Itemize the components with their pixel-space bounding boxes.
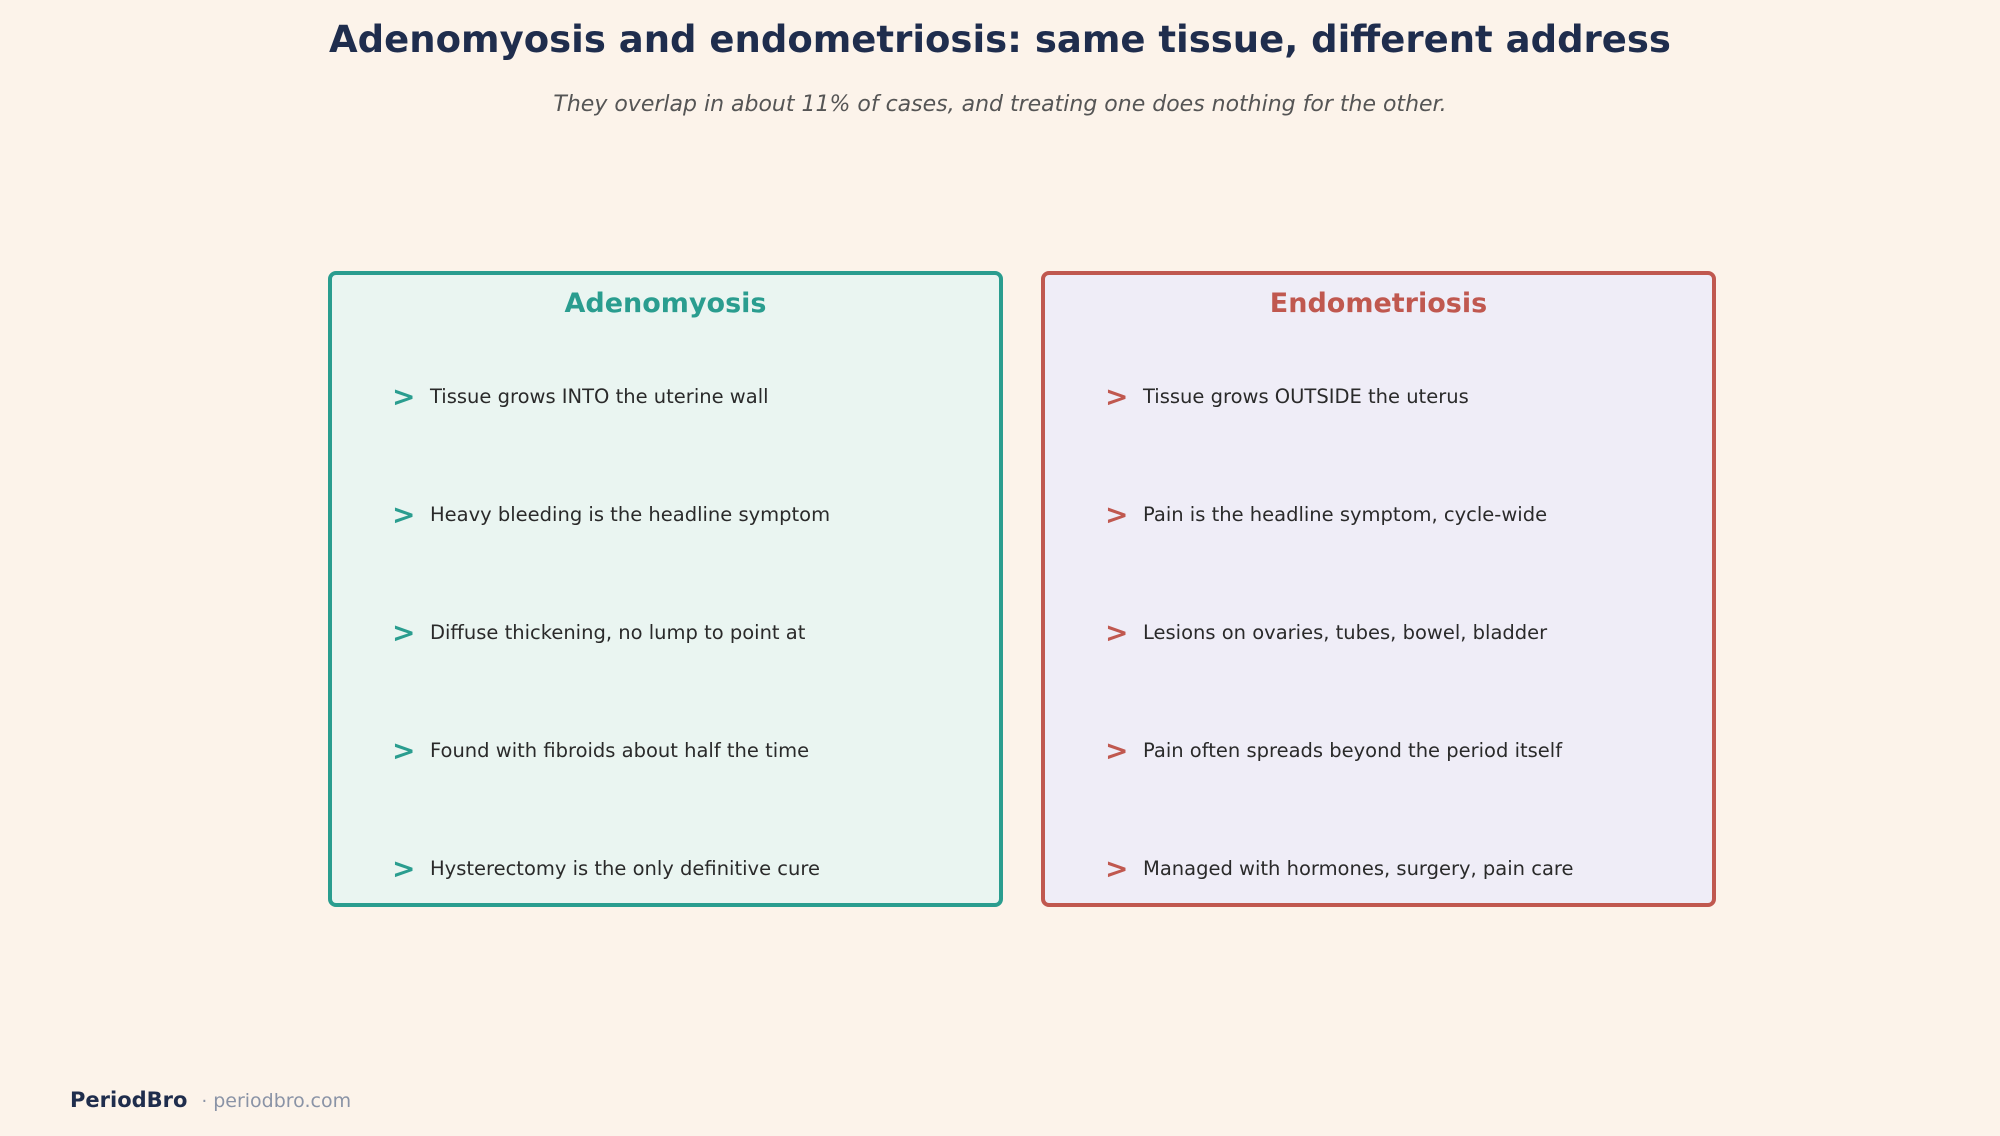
chevron-right-icon: > [1105,852,1129,885]
chevron-right-icon: > [392,380,416,413]
endometriosis-item [1105,736,1562,766]
brand-name: PeriodBro [70,1088,188,1112]
adenomyosis-item [392,618,805,648]
page-subtitle: They overlap in about 11% of cases, and treating one does nothing for the other. [553,92,1447,117]
chevron-right-icon: > [392,852,416,885]
chevron-right-icon: > [1105,498,1129,531]
adenomyosis-item [392,736,809,766]
page-title: Adenomyosis and endometriosis: same tissue, different address [329,18,1671,61]
endometriosis-item [1105,618,1547,648]
footer-site-link[interactable]: periodbro.com [213,1090,352,1112]
chevron-right-icon: > [392,498,416,531]
endometriosis-panel [1041,271,1716,907]
endometriosis-item-text: Lesions on ovaries, tubes, bowel, bladder [1143,621,1548,644]
endometriosis-item [1105,382,1469,412]
adenomyosis-item-text: Diffuse thickening, no lump to point at [430,621,806,644]
endometriosis-item [1105,500,1547,530]
adenomyosis-item [392,500,830,530]
endometriosis-panel-title: Endometriosis [1269,288,1488,319]
chevron-right-icon: > [392,734,416,767]
adenomyosis-item-text: Hysterectomy is the only definitive cure [430,857,820,880]
adenomyosis-panel [328,271,1003,907]
adenomyosis-item [392,382,769,412]
endometriosis-item-text: Managed with hormones, surgery, pain care [1143,857,1574,880]
chevron-right-icon: > [1105,380,1129,413]
adenomyosis-panel-title: Adenomyosis [564,288,767,319]
endometriosis-item-text: Pain is the headline symptom, cycle-wide [1143,503,1548,526]
endometriosis-item-text: Pain often spreads beyond the period itself [1143,739,1563,762]
footer [70,1088,351,1112]
endometriosis-item-text: Tissue grows OUTSIDE the uterus [1143,385,1469,408]
chevron-right-icon: > [392,616,416,649]
adenomyosis-item-text: Tissue grows INTO the uterine wall [430,385,769,408]
footer-separator: · [201,1091,208,1112]
adenomyosis-item [392,854,820,884]
endometriosis-item [1105,854,1574,884]
adenomyosis-item-text: Heavy bleeding is the headline symptom [430,503,831,526]
chevron-right-icon: > [1105,734,1129,767]
chevron-right-icon: > [1105,616,1129,649]
adenomyosis-item-text: Found with fibroids about half the time [430,739,810,762]
